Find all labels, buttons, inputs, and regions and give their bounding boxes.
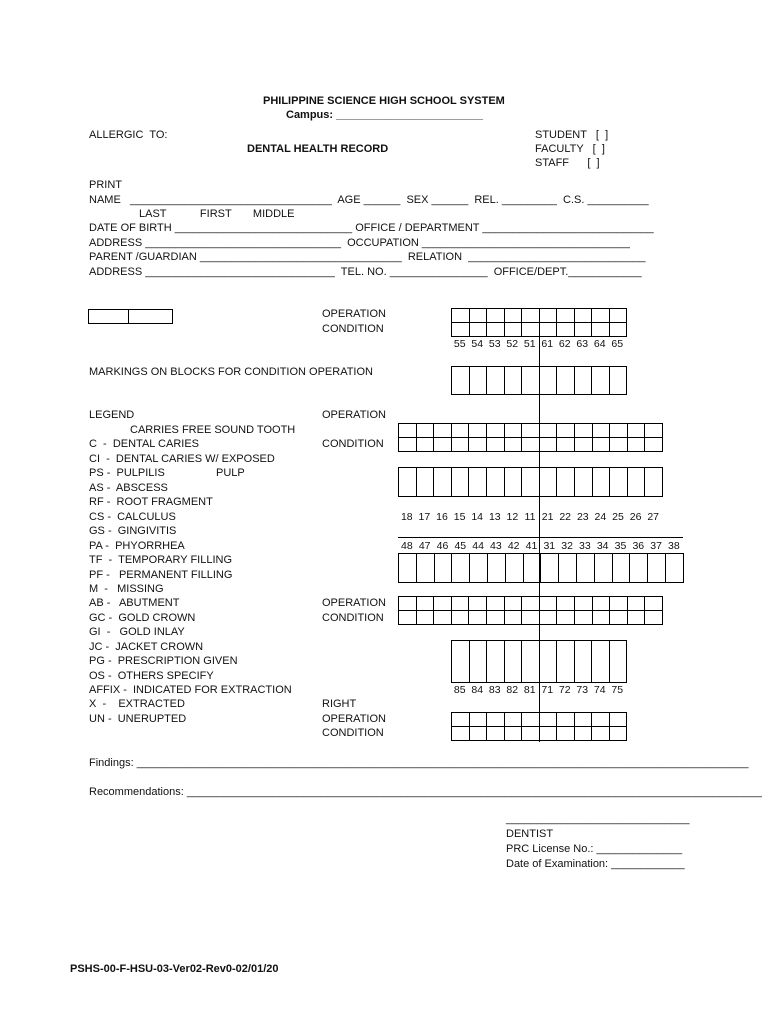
tooth-number-lower-primary: 74 bbox=[593, 684, 606, 696]
lower-primary-block-cell[interactable] bbox=[609, 640, 628, 683]
lower-primary-operation-cell[interactable] bbox=[504, 712, 523, 727]
lower-permanent-operation-cell[interactable] bbox=[504, 596, 523, 611]
upper-permanent-condition-cell[interactable] bbox=[539, 437, 558, 452]
upper-permanent-block-cell[interactable] bbox=[398, 467, 417, 497]
tooth-number-upper-permanent: 27 bbox=[647, 511, 660, 523]
lower-primary-condition-cell[interactable] bbox=[469, 726, 488, 741]
lower-permanent-block-cell[interactable] bbox=[434, 553, 453, 583]
tooth-number-lower-permanent: 44 bbox=[472, 540, 484, 552]
lower-permanent-condition-cell[interactable] bbox=[574, 610, 593, 625]
upper-permanent-condition-cell[interactable] bbox=[574, 437, 593, 452]
tooth-number-lower-primary: 81 bbox=[523, 684, 536, 696]
condition-label-lower-permanent: CONDITION bbox=[322, 612, 384, 624]
tooth-number-lower-primary: 84 bbox=[471, 684, 484, 696]
upper-permanent-condition-cell[interactable] bbox=[627, 437, 646, 452]
lower-permanent-condition-cell[interactable] bbox=[504, 610, 523, 625]
lower-primary-block-cell[interactable] bbox=[556, 640, 575, 683]
upper-primary-condition-cell[interactable] bbox=[591, 322, 610, 337]
role-staff: STAFF [ ] bbox=[535, 157, 600, 169]
upper-permanent-block-cell[interactable] bbox=[592, 467, 611, 497]
legend-item: AB - ABUTMENT bbox=[89, 597, 180, 609]
tooth-number-lower-permanent: 36 bbox=[632, 540, 645, 552]
lower-primary-condition-cell[interactable] bbox=[574, 726, 593, 741]
tooth-number-lower-primary: 82 bbox=[506, 684, 519, 696]
name-line: NAME _________________________________ AGE ______ SEX ______ REL. _________ C.S. __________ bbox=[89, 194, 649, 206]
upper-primary-block-cell[interactable] bbox=[574, 366, 593, 395]
upper-primary-operation-cell[interactable] bbox=[556, 308, 575, 323]
upper-primary-block-cell[interactable] bbox=[609, 366, 628, 395]
upper-primary-condition-cell[interactable] bbox=[609, 322, 628, 337]
lower-primary-block-cell[interactable] bbox=[504, 640, 523, 683]
print-label: PRINT bbox=[89, 179, 122, 191]
lower-permanent-operation-cell[interactable] bbox=[486, 596, 505, 611]
condition-label-lower-primary: CONDITION bbox=[322, 727, 384, 739]
markings-label: MARKINGS ON BLOCKS FOR CONDITION OPERATION bbox=[89, 366, 373, 378]
lower-primary-condition-cell[interactable] bbox=[451, 726, 470, 741]
upper-permanent-block-cell[interactable] bbox=[644, 467, 663, 497]
lower-primary-condition-cell[interactable] bbox=[609, 726, 628, 741]
findings-field: Findings: ____________________________________________________________________________________________________ bbox=[89, 757, 749, 769]
upper-primary-block-cell[interactable] bbox=[486, 366, 505, 395]
legend-item: CS - CALCULUS bbox=[89, 511, 176, 523]
upper-permanent-condition-cell[interactable] bbox=[433, 437, 452, 452]
dob-line: DATE OF BIRTH _____________________________ OFFICE / DEPARTMENT ____________________________ bbox=[89, 222, 654, 234]
tooth-number-lower-permanent: 33 bbox=[579, 540, 591, 552]
lower-primary-operation-cell[interactable] bbox=[591, 712, 610, 727]
lower-permanent-operation-cell[interactable] bbox=[609, 596, 628, 611]
lower-primary-block-cell[interactable] bbox=[591, 640, 610, 683]
role-student: STUDENT [ ] bbox=[535, 129, 609, 141]
upper-permanent-condition-cell[interactable] bbox=[556, 437, 575, 452]
upper-primary-block-cell[interactable] bbox=[504, 366, 523, 395]
tooth-number-upper-primary: 52 bbox=[506, 338, 519, 350]
parent-guardian-line: PARENT /GUARDIAN _________________________________ RELATION _____________________________ bbox=[89, 251, 646, 263]
lower-permanent-operation-cell[interactable] bbox=[398, 596, 417, 611]
upper-permanent-block-cell[interactable] bbox=[433, 467, 452, 497]
lower-primary-block-cell[interactable] bbox=[486, 640, 505, 683]
upper-permanent-condition-cell[interactable] bbox=[451, 437, 470, 452]
marking-sample-divider bbox=[128, 309, 129, 324]
upper-primary-block-cell[interactable] bbox=[469, 366, 488, 395]
tooth-number-upper-permanent: 21 bbox=[541, 511, 554, 523]
tooth-number-upper-primary: 55 bbox=[453, 338, 466, 350]
upper-permanent-operation-cell[interactable] bbox=[521, 423, 540, 438]
tooth-number-upper-primary: 51 bbox=[523, 338, 536, 350]
lower-permanent-operation-cell[interactable] bbox=[451, 596, 470, 611]
legend-item: M - MISSING bbox=[89, 583, 164, 595]
upper-permanent-operation-cell[interactable] bbox=[416, 423, 435, 438]
upper-primary-block-cell[interactable] bbox=[451, 366, 470, 395]
upper-permanent-block-cell[interactable] bbox=[416, 467, 435, 497]
legend-item: AFFIX - INDICATED FOR EXTRACTION bbox=[89, 684, 292, 696]
legend-item: GS - GINGIVITIS bbox=[89, 525, 177, 537]
tooth-number-lower-permanent: 41 bbox=[525, 540, 538, 552]
upper-primary-block-cell[interactable] bbox=[521, 366, 540, 395]
tooth-number-upper-permanent: 22 bbox=[559, 511, 572, 523]
lower-permanent-condition-cell[interactable] bbox=[644, 610, 663, 625]
upper-primary-block-cell[interactable] bbox=[556, 366, 575, 395]
dentist-signature-line: ______________________________ bbox=[506, 813, 690, 825]
lower-permanent-condition-cell[interactable] bbox=[609, 610, 628, 625]
upper-permanent-block-cell[interactable] bbox=[468, 467, 487, 497]
legend-item: GI - GOLD INLAY bbox=[89, 626, 185, 638]
name-parts-label: LAST FIRST MIDDLE bbox=[139, 208, 295, 220]
tooth-number-lower-permanent: 31 bbox=[543, 540, 556, 552]
tooth-number-upper-permanent: 26 bbox=[629, 511, 642, 523]
upper-permanent-operation-cell[interactable] bbox=[486, 423, 505, 438]
tooth-number-upper-primary: 62 bbox=[558, 338, 571, 350]
lower-permanent-condition-cell[interactable] bbox=[433, 610, 452, 625]
upper-primary-operation-cell[interactable] bbox=[521, 308, 540, 323]
upper-primary-operation-cell[interactable] bbox=[486, 308, 505, 323]
lower-primary-condition-cell[interactable] bbox=[504, 726, 523, 741]
lower-permanent-condition-cell[interactable] bbox=[592, 610, 611, 625]
exam-date-field: Date of Examination: ____________ bbox=[506, 858, 685, 870]
lower-permanent-operation-cell[interactable] bbox=[416, 596, 435, 611]
lower-primary-condition-cell[interactable] bbox=[556, 726, 575, 741]
lower-permanent-condition-cell[interactable] bbox=[398, 610, 417, 625]
legend-item: UN - UNERUPTED bbox=[89, 713, 187, 725]
legend-title: LEGEND bbox=[89, 409, 135, 421]
form-code: PSHS-00-F-HSU-03-Ver02-Rev0-02/01/20 bbox=[70, 963, 279, 975]
upper-permanent-condition-cell[interactable] bbox=[521, 437, 540, 452]
upper-permanent-operation-cell[interactable] bbox=[468, 423, 487, 438]
tooth-number-lower-permanent: 48 bbox=[401, 540, 413, 552]
tooth-number-upper-permanent: 12 bbox=[506, 511, 519, 523]
lower-permanent-block-cell[interactable] bbox=[665, 553, 684, 583]
lower-permanent-block-cell[interactable] bbox=[576, 553, 595, 583]
upper-permanent-condition-cell[interactable] bbox=[468, 437, 487, 452]
lower-primary-condition-cell[interactable] bbox=[591, 726, 610, 741]
upper-primary-operation-cell[interactable] bbox=[574, 308, 593, 323]
upper-permanent-condition-cell[interactable] bbox=[416, 437, 435, 452]
upper-permanent-block-cell[interactable] bbox=[504, 467, 523, 497]
lower-permanent-operation-cell[interactable] bbox=[644, 596, 663, 611]
upper-permanent-condition-cell[interactable] bbox=[592, 437, 611, 452]
upper-permanent-condition-cell[interactable] bbox=[486, 437, 505, 452]
lower-permanent-block-cell[interactable] bbox=[629, 553, 648, 583]
lower-primary-condition-cell[interactable] bbox=[521, 726, 540, 741]
tooth-number-upper-primary: 54 bbox=[471, 338, 484, 350]
lower-primary-condition-cell[interactable] bbox=[486, 726, 505, 741]
legend-pulp-label: PULP bbox=[216, 467, 245, 479]
marking-sample-box bbox=[88, 309, 173, 324]
lower-permanent-condition-cell[interactable] bbox=[556, 610, 575, 625]
upper-permanent-condition-cell[interactable] bbox=[609, 437, 628, 452]
upper-permanent-operation-cell[interactable] bbox=[592, 423, 611, 438]
tooth-number-lower-permanent: 34 bbox=[596, 540, 609, 552]
lower-permanent-condition-cell[interactable] bbox=[416, 610, 435, 625]
upper-permanent-block-cell[interactable] bbox=[451, 467, 470, 497]
legend-item: RF - ROOT FRAGMENT bbox=[89, 496, 213, 508]
upper-primary-condition-cell[interactable] bbox=[469, 322, 488, 337]
upper-permanent-operation-cell[interactable] bbox=[609, 423, 628, 438]
upper-primary-operation-cell[interactable] bbox=[609, 308, 628, 323]
lower-primary-operation-cell[interactable] bbox=[521, 712, 540, 727]
tooth-number-lower-permanent: 32 bbox=[561, 540, 573, 552]
legend-item: OS - OTHERS SPECIFY bbox=[89, 670, 214, 682]
tooth-number-lower-permanent: 37 bbox=[650, 540, 662, 552]
address-line: ADDRESS ________________________________ OCCUPATION __________________________________ bbox=[89, 237, 630, 249]
legend-item: TF - TEMPORARY FILLING bbox=[89, 554, 233, 566]
tooth-number-lower-primary: 71 bbox=[541, 684, 554, 696]
form-title: DENTAL HEALTH RECORD bbox=[247, 143, 389, 155]
lower-permanent-condition-cell[interactable] bbox=[451, 610, 470, 625]
operation-label-upper-primary: OPERATION bbox=[322, 308, 386, 320]
lower-primary-operation-cell[interactable] bbox=[469, 712, 488, 727]
legend-item: PS - PULPILIS bbox=[89, 467, 165, 479]
tooth-number-lower-permanent: 47 bbox=[418, 540, 431, 552]
tooth-number-lower-primary: 72 bbox=[558, 684, 571, 696]
legend-item: PA - PHYORRHEA bbox=[89, 540, 185, 552]
tooth-number-upper-primary: 65 bbox=[611, 338, 624, 350]
tooth-number-upper-permanent: 18 bbox=[400, 511, 413, 523]
legend-item: JC - JACKET CROWN bbox=[89, 641, 204, 653]
tooth-number-lower-permanent: 46 bbox=[436, 540, 449, 552]
upper-permanent-block-cell[interactable] bbox=[574, 467, 593, 497]
lower-primary-block-cell[interactable] bbox=[451, 640, 470, 683]
lower-permanent-operation-cell[interactable] bbox=[627, 596, 646, 611]
upper-primary-condition-cell[interactable] bbox=[521, 322, 540, 337]
right-label: RIGHT bbox=[322, 698, 357, 710]
legend-item: AS - ABSCESS bbox=[89, 482, 168, 494]
upper-primary-block-cell[interactable] bbox=[539, 366, 558, 395]
lower-permanent-condition-cell[interactable] bbox=[627, 610, 646, 625]
legend-item: GC - GOLD CROWN bbox=[89, 612, 196, 624]
upper-permanent-block-cell[interactable] bbox=[539, 467, 558, 497]
upper-permanent-operation-cell[interactable] bbox=[451, 423, 470, 438]
tooth-number-upper-primary: 53 bbox=[488, 338, 501, 350]
arch-separator-line bbox=[398, 537, 683, 538]
tooth-number-upper-permanent: 23 bbox=[576, 511, 589, 523]
tooth-number-lower-primary: 83 bbox=[488, 684, 501, 696]
lower-permanent-block-cell[interactable] bbox=[558, 553, 577, 583]
upper-permanent-operation-cell[interactable] bbox=[433, 423, 452, 438]
upper-permanent-block-cell[interactable] bbox=[556, 467, 575, 497]
upper-permanent-operation-cell[interactable] bbox=[574, 423, 593, 438]
condition-label-upper-primary: CONDITION bbox=[322, 323, 384, 335]
tooth-number-lower-primary: 73 bbox=[576, 684, 589, 696]
upper-permanent-block-cell[interactable] bbox=[486, 467, 505, 497]
lower-primary-block-cell[interactable] bbox=[539, 640, 558, 683]
tooth-number-upper-permanent: 13 bbox=[488, 511, 501, 523]
upper-permanent-operation-cell[interactable] bbox=[539, 423, 558, 438]
legend-carries-free: CARRIES FREE SOUND TOOTH bbox=[130, 424, 296, 436]
upper-permanent-condition-cell[interactable] bbox=[644, 437, 663, 452]
tooth-number-upper-permanent: 11 bbox=[524, 511, 536, 523]
condition-label-upper-permanent: CONDITION bbox=[322, 438, 384, 450]
lower-permanent-block-cell[interactable] bbox=[647, 553, 666, 583]
upper-primary-condition-cell[interactable] bbox=[574, 322, 593, 337]
school-system-title: PHILIPPINE SCIENCE HIGH SCHOOL SYSTEM bbox=[263, 95, 505, 107]
upper-permanent-operation-cell[interactable] bbox=[627, 423, 646, 438]
legend-item: X - EXTRACTED bbox=[89, 698, 185, 710]
upper-primary-block-cell[interactable] bbox=[591, 366, 610, 395]
lower-permanent-block-cell[interactable] bbox=[594, 553, 613, 583]
tooth-number-lower-primary: 85 bbox=[453, 684, 466, 696]
tooth-number-upper-permanent: 25 bbox=[612, 511, 624, 523]
lower-permanent-operation-cell[interactable] bbox=[521, 596, 540, 611]
dental-midline bbox=[539, 336, 540, 742]
lower-permanent-block-cell[interactable] bbox=[398, 553, 417, 583]
lower-primary-operation-cell[interactable] bbox=[451, 712, 470, 727]
upper-primary-condition-cell[interactable] bbox=[539, 322, 558, 337]
lower-permanent-block-cell[interactable] bbox=[505, 553, 524, 583]
lower-permanent-block-cell[interactable] bbox=[469, 553, 488, 583]
legend-item: C - DENTAL CARIES bbox=[89, 438, 200, 450]
lower-permanent-condition-cell[interactable] bbox=[521, 610, 540, 625]
lower-permanent-block-cell[interactable] bbox=[451, 553, 470, 583]
upper-primary-operation-cell[interactable] bbox=[451, 308, 470, 323]
tooth-number-lower-permanent: 42 bbox=[507, 540, 520, 552]
upper-primary-operation-cell[interactable] bbox=[539, 308, 558, 323]
operation-label-lower-permanent: OPERATION bbox=[322, 597, 386, 609]
lower-permanent-condition-cell[interactable] bbox=[468, 610, 487, 625]
lower-primary-condition-cell[interactable] bbox=[539, 726, 558, 741]
lower-primary-block-cell[interactable] bbox=[469, 640, 488, 683]
lower-permanent-operation-cell[interactable] bbox=[539, 596, 558, 611]
recommendations-field: Recommendations: ______________________________________________________________________________________________ bbox=[89, 786, 762, 798]
legend-item: PG - PRESCRIPTION GIVEN bbox=[89, 655, 238, 667]
tooth-number-lower-permanent: 45 bbox=[454, 540, 467, 552]
lower-permanent-condition-cell[interactable] bbox=[539, 610, 558, 625]
parent-address-line: ADDRESS _______________________________ TEL. NO. ________________ OFFICE/DEPT.____________ bbox=[89, 266, 642, 278]
upper-permanent-condition-cell[interactable] bbox=[504, 437, 523, 452]
prc-license-field: PRC License No.: ______________ bbox=[506, 843, 683, 855]
upper-permanent-block-cell[interactable] bbox=[627, 467, 646, 497]
lower-permanent-operation-cell[interactable] bbox=[574, 596, 593, 611]
tooth-number-upper-primary: 64 bbox=[593, 338, 606, 350]
legend-item: PF - PERMANENT FILLING bbox=[89, 569, 233, 581]
lower-permanent-operation-cell[interactable] bbox=[433, 596, 452, 611]
upper-permanent-block-cell[interactable] bbox=[521, 467, 540, 497]
lower-permanent-block-cell[interactable] bbox=[487, 553, 506, 583]
upper-permanent-block-cell[interactable] bbox=[609, 467, 628, 497]
tooth-number-upper-permanent: 17 bbox=[418, 511, 431, 523]
lower-primary-block-cell[interactable] bbox=[574, 640, 593, 683]
upper-permanent-condition-cell[interactable] bbox=[398, 437, 417, 452]
role-faculty: FACULTY [ ] bbox=[535, 143, 605, 155]
lower-permanent-operation-cell[interactable] bbox=[556, 596, 575, 611]
lower-permanent-block-cell[interactable] bbox=[612, 553, 631, 583]
lower-primary-operation-cell[interactable] bbox=[486, 712, 505, 727]
upper-primary-condition-cell[interactable] bbox=[486, 322, 505, 337]
lower-primary-operation-cell[interactable] bbox=[609, 712, 628, 727]
upper-primary-condition-cell[interactable] bbox=[556, 322, 575, 337]
upper-primary-condition-cell[interactable] bbox=[504, 322, 523, 337]
campus-field: Campus: ________________________ bbox=[286, 109, 483, 121]
operation-label-lower-primary: OPERATION bbox=[322, 713, 386, 725]
lower-permanent-condition-cell[interactable] bbox=[486, 610, 505, 625]
lower-permanent-operation-cell[interactable] bbox=[592, 596, 611, 611]
tooth-number-upper-primary: 63 bbox=[576, 338, 589, 350]
upper-primary-condition-cell[interactable] bbox=[451, 322, 470, 337]
tooth-number-upper-permanent: 16 bbox=[436, 511, 448, 523]
lower-primary-block-cell[interactable] bbox=[521, 640, 540, 683]
tooth-number-upper-permanent: 14 bbox=[471, 511, 484, 523]
tooth-number-upper-permanent: 15 bbox=[453, 511, 466, 523]
upper-primary-operation-cell[interactable] bbox=[504, 308, 523, 323]
upper-permanent-operation-cell[interactable] bbox=[644, 423, 663, 438]
tooth-number-lower-primary: 75 bbox=[611, 684, 624, 696]
upper-primary-operation-cell[interactable] bbox=[591, 308, 610, 323]
upper-permanent-operation-cell[interactable] bbox=[504, 423, 523, 438]
upper-primary-operation-cell[interactable] bbox=[469, 308, 488, 323]
lower-permanent-block-cell[interactable] bbox=[540, 553, 559, 583]
operation-label-upper-permanent: OPERATION bbox=[322, 409, 386, 421]
legend-item: CI - DENTAL CARIES W/ EXPOSED bbox=[89, 453, 275, 465]
allergic-to-label: ALLERGIC TO: bbox=[89, 129, 168, 141]
upper-permanent-operation-cell[interactable] bbox=[398, 423, 417, 438]
dentist-label: DENTIST bbox=[506, 828, 554, 840]
upper-permanent-operation-cell[interactable] bbox=[556, 423, 575, 438]
tooth-number-lower-permanent: 43 bbox=[490, 540, 502, 552]
tooth-number-upper-permanent: 24 bbox=[594, 511, 607, 523]
tooth-number-lower-permanent: 35 bbox=[614, 540, 627, 552]
lower-primary-operation-cell[interactable] bbox=[556, 712, 575, 727]
lower-permanent-operation-cell[interactable] bbox=[468, 596, 487, 611]
lower-permanent-block-cell[interactable] bbox=[416, 553, 435, 583]
tooth-number-lower-permanent: 38 bbox=[668, 540, 680, 552]
lower-primary-operation-cell[interactable] bbox=[574, 712, 593, 727]
tooth-number-upper-primary: 61 bbox=[541, 338, 554, 350]
lower-primary-operation-cell[interactable] bbox=[539, 712, 558, 727]
